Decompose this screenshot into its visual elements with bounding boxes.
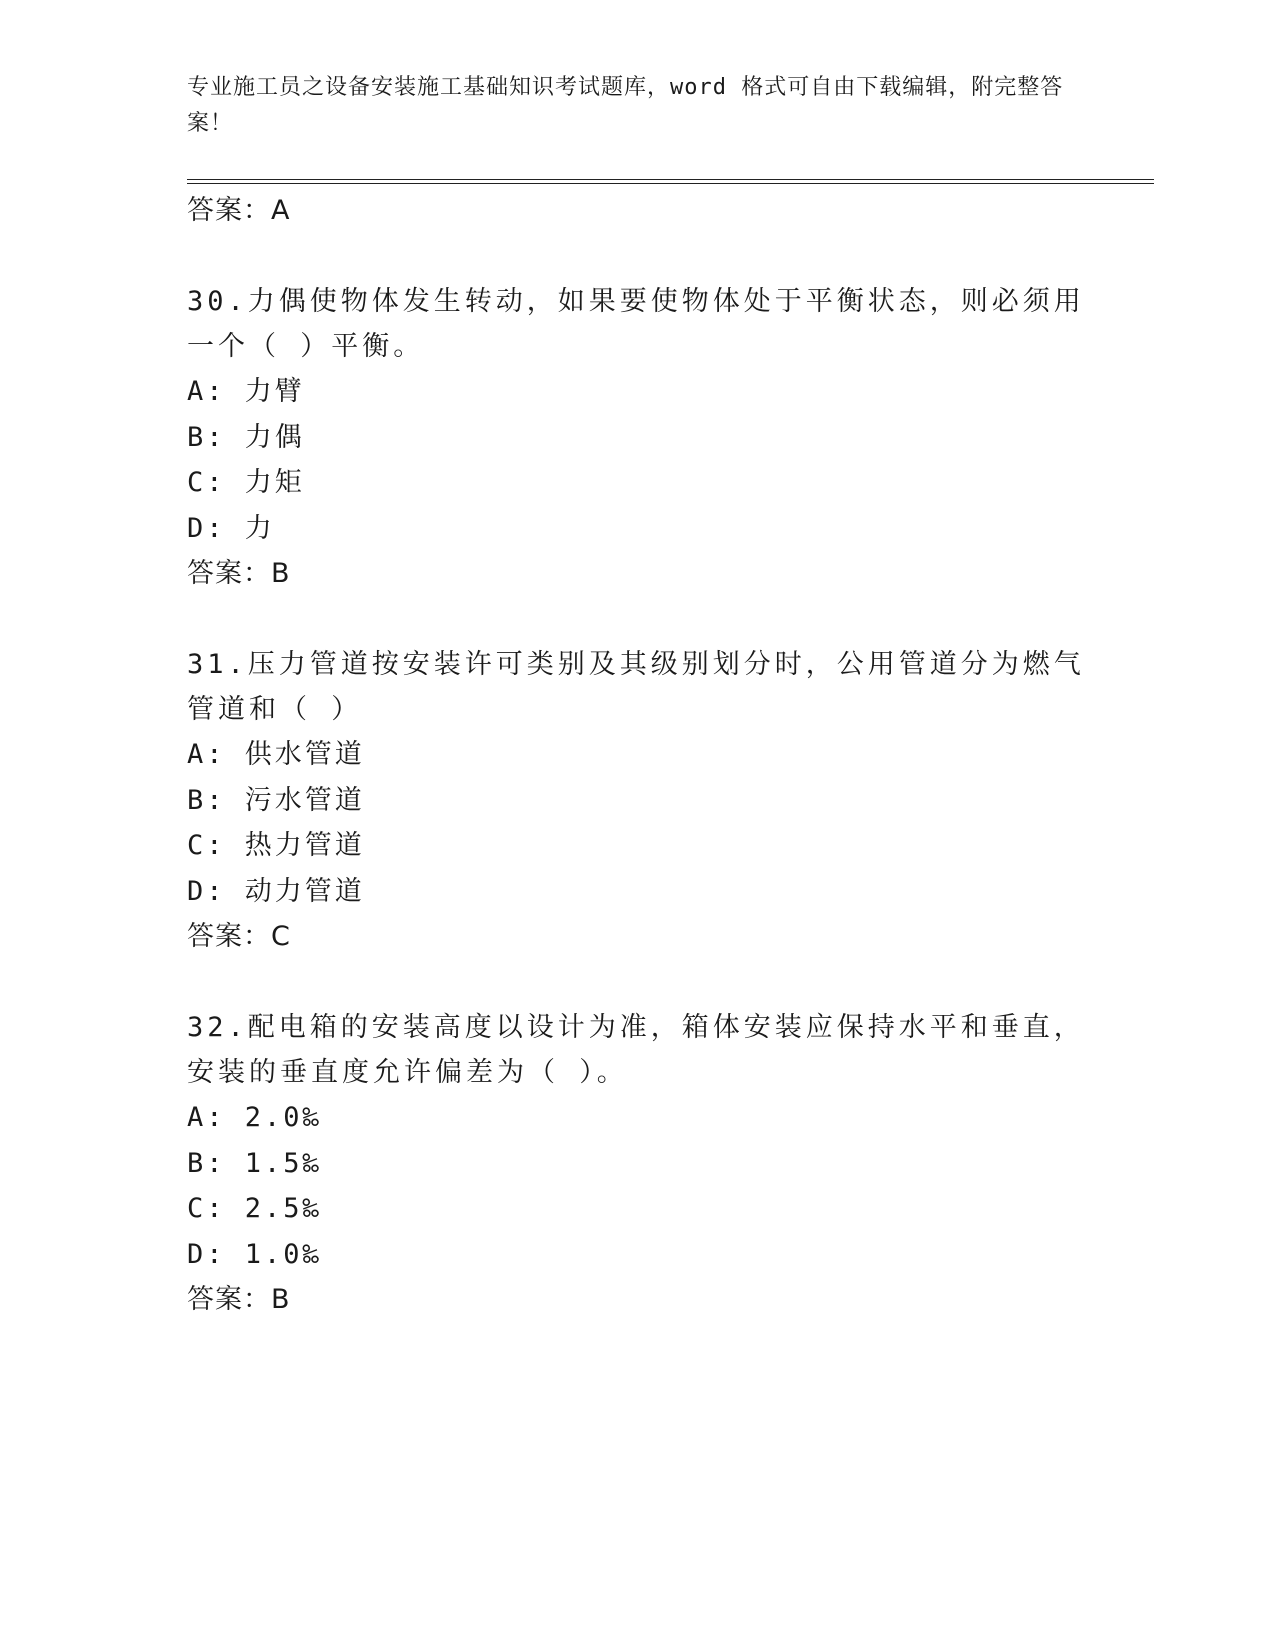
question-text: 30.力偶使物体发生转动，如果要使物体处于平衡状态，则必须用一个（ ）平衡。: [187, 286, 1085, 362]
option-c: C: 力矩: [187, 467, 305, 498]
header-rule-bottom: [187, 183, 1154, 184]
question-text: 31.压力管道按安装许可类别及其级别划分时，公用管道分为燃气管道和（ ）: [187, 649, 1085, 725]
option-d: D: 1.0‰: [187, 1238, 322, 1270]
option-c: C: 2.5‰: [187, 1193, 322, 1224]
option-a: A: 2.0‰: [187, 1102, 322, 1133]
answer-line: 答案：A: [187, 195, 291, 226]
option-c: C: 热力管道: [187, 830, 365, 861]
document-body: [187, 188, 1087, 1323]
option-d: D: 动力管道: [187, 875, 365, 907]
answer-line: 答案：B: [187, 558, 291, 589]
spacer: [187, 960, 1087, 1005]
question-block: [187, 1005, 1087, 1323]
option-a: A: 供水管道: [187, 739, 365, 770]
spacer: [187, 597, 1087, 642]
answer-line: 答案：C: [187, 921, 291, 952]
question-block: [187, 642, 1087, 960]
option-b: B: 力偶: [187, 421, 305, 453]
option-b: B: 污水管道: [187, 784, 365, 816]
option-b: B: 1.5‰: [187, 1147, 322, 1179]
header-rule-top: [187, 179, 1154, 180]
question-block: [187, 279, 1087, 597]
option-a: A: 力臂: [187, 376, 305, 407]
answer-line: 答案：B: [187, 1284, 291, 1315]
question-text: 32.配电箱的安装高度以设计为准，箱体安装应保持水平和垂直，安装的垂直度允许偏差为（ ）。: [187, 1012, 1085, 1088]
option-d: D: 力: [187, 512, 275, 544]
document-header: 专业施工员之设备安装施工基础知识考试题库，word 格式可自由下载编辑，附完整答案！: [187, 75, 1064, 136]
spacer: [187, 234, 1087, 279]
